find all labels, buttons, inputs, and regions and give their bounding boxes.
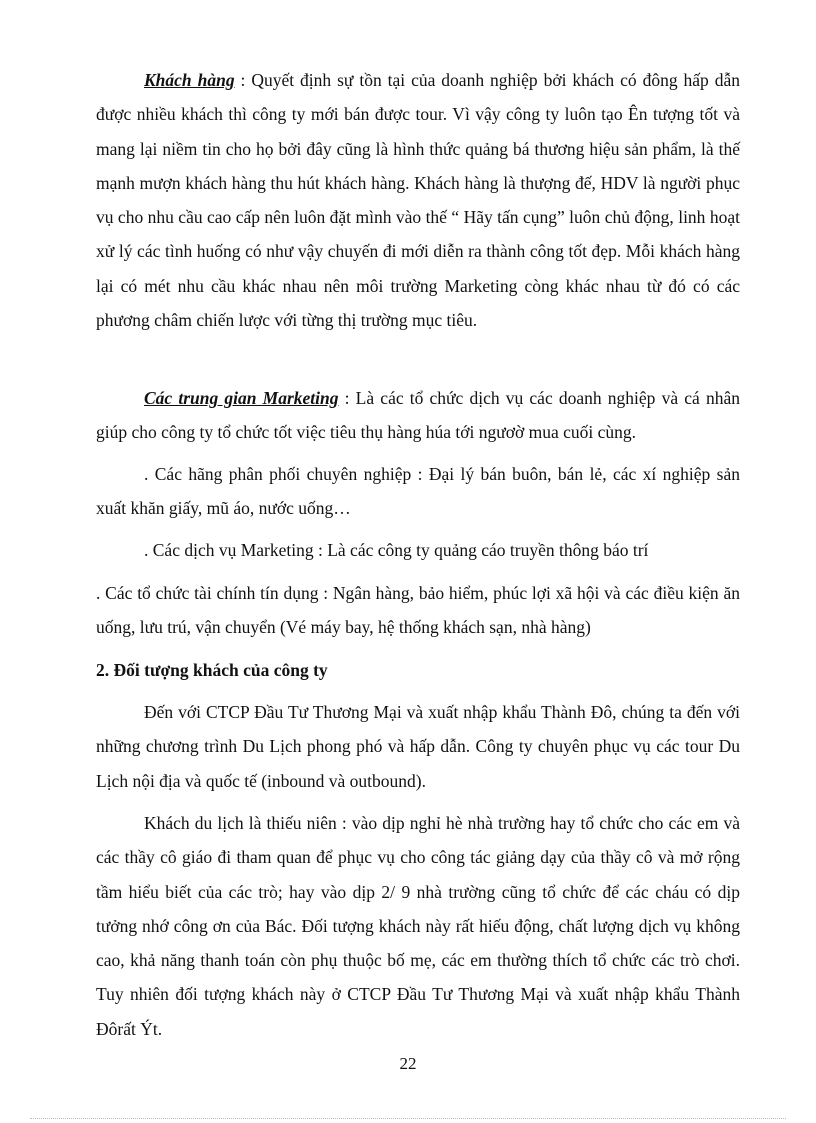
paragraph-distributors: . Các hãng phân phối chuyên nghiệp : Đại lý bán buôn, bán lẻ, các xí nghiệp sản xuất khăn giấy, mũ áo, nước uống… — [96, 464, 740, 519]
paragraph-customers — [96, 63, 740, 337]
paragraph-intro-company: Đến với CTCP Đầu Tư Thương Mại và xuất nhập khẩu Thành Đô, chúng ta đến với những chương trình Du Lịch phong phó và hấp dẫn. Công ty chuyên phục vụ các tour Du Lịch nội địa và quốc tế (inbound và outbound). — [96, 702, 740, 791]
paragraph-youth-tourists: Khách du lịch là thiếu niên : vào dịp nghỉ hè nhà trường hay tổ chức cho các em và các thầy cô giáo đi tham quan để phục vụ cho công tác giảng dạy của thầy cô và mở rộng tầm hiểu biết của các trò; hay vào dịp 2/ 9 nhà trường cũng tổ chức để các cháu có dịp tưởng nhớ công ơn của Bác. Đối tượng khách này rất hiếu động, chất lượng dịch vụ không cao, khả năng thanh toán còn phụ thuộc bố mẹ, các em thường thích tổ chức các trò chơi. Tuy nhiên đối tượng khách này ở CTCP Đầu Tư Thương Mại và xuất nhập khẩu Thành Đôrất Ýt. — [96, 813, 740, 1039]
footer-divider — [30, 1118, 786, 1119]
section-heading: 2. Đối tượng khách của công ty — [96, 660, 328, 680]
paragraph-marketing-services: . Các dịch vụ Marketing : Là các công ty quảng cáo truyền thông báo trí — [144, 540, 649, 560]
term-customers: Khách hàng — [144, 70, 235, 90]
paragraph-customers-text: : Quyết định sự tồn tại của doanh nghiệp bởi khách có đông hấp dẫn được nhiều khách thì công ty mới bán được tour. Vì vậy công ty luôn tạo Ên tượng tốt và mang lại niềm tin cho họ bởi đây cũng là hình thức quảng bá thương hiệu sản phẩm, là thế mạnh mượn khách hàng thu hút khách hàng. Khách hàng là thượng đế, HDV là người phục vụ cho nhu cầu cao cấp nên luôn đặt mình vào thế “ Hãy tấn cụng” luôn chủ động, linh hoạt xử lý các tình huống có như vậy chuyến đi mới diễn ra thành công tốt đẹp. Mỗi khách hàng lại có mét nhu cầu khác nhau nên môi trường Marketing còng khác nhau từ đó có các phương châm chiến lược với từng thị trường mục tiêu. — [96, 70, 741, 331]
paragraph-intermediaries — [96, 381, 740, 450]
paragraph-financial: . Các tổ chức tài chính tín dụng : Ngân hàng, bảo hiểm, phúc lợi xã hội và các điều kiện ăn uống, lưu trú, vận chuyển (Vé máy bay, hệ thống khách sạn, nhà hàng) — [96, 583, 740, 638]
paragraph-intermediaries-text: : Là các tổ chức dịch vụ các doanh nghiệp và cá nhân giúp cho công ty tổ chức tốt việc tiêu thụ hàng húa tới ngươờ mua cuối cùng. — [96, 388, 740, 443]
page-number: 22 — [399, 1054, 417, 1073]
term-intermediaries: Các trung gian Marketing — [144, 388, 339, 408]
